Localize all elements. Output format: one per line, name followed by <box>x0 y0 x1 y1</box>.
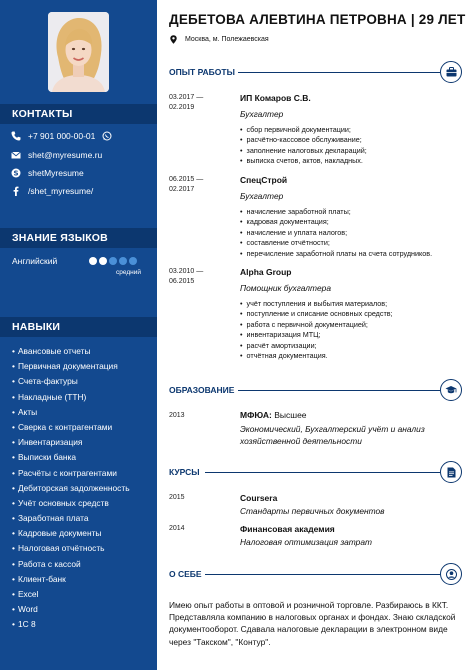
skill-item: • 1С 8 <box>12 617 130 632</box>
contact-phone-text: +7 901 000-00-01 <box>28 131 96 141</box>
skill-item: • Excel <box>12 587 130 602</box>
sidebar <box>0 0 157 670</box>
skill-item: • Работа с кассой <box>12 557 130 572</box>
education-title: ОБРАЗОВАНИЕ <box>169 385 235 395</box>
location <box>170 35 269 44</box>
about-icon-badge <box>440 563 462 585</box>
contact-skype[interactable] <box>11 166 84 180</box>
skill-item: • Инвентаризация <box>12 435 130 450</box>
course-1-year: 2015 <box>169 494 185 501</box>
job-1-duty: • заполнение налоговых деклараций; <box>240 146 367 156</box>
job-3-duties <box>240 299 393 361</box>
profile-photo-image <box>48 12 109 92</box>
contact-email[interactable] <box>11 148 102 162</box>
contacts-title: КОНТАКТЫ <box>0 104 157 124</box>
skill-item: • Учёт основных средств <box>12 496 130 511</box>
skill-item: • Кадровые документы <box>12 526 130 541</box>
skill-item: • Клиент-банк <box>12 572 130 587</box>
job-2-duty: • начисление заработной платы; <box>240 207 432 217</box>
graduation-cap-icon <box>445 385 457 395</box>
skill-item: • Первичная документация <box>12 359 130 374</box>
job-2-position: Бухгалтер <box>240 191 284 201</box>
education-school <box>240 410 307 420</box>
experience-title: ОПЫТ РАБОТЫ <box>169 67 235 77</box>
language-name: Английский <box>12 256 58 266</box>
job-1-duties <box>240 125 367 167</box>
about-text: Имею опыт работы в оптовой и розничной торговле. Разбираюсь в ККТ. Представляла компанию в налоговых органах и фондах. Знаю складской документооборот. Сдавала налоговые декларации в электронном виде через "Такском", "Контур". <box>169 600 456 647</box>
course-2-year: 2014 <box>169 525 185 532</box>
language-dot-filled <box>89 257 97 265</box>
job-2-duty: • начисление и уплата налогов; <box>240 228 432 238</box>
document-icon <box>447 467 456 478</box>
languages-title: ЗНАНИЕ ЯЗЫКОВ <box>0 228 157 248</box>
about-divider <box>205 574 440 575</box>
contact-skype-text: shetMyresume <box>28 168 84 178</box>
education-icon-badge <box>440 379 462 401</box>
job-3-duty: • поступление и списание основных средств; <box>240 309 393 319</box>
job-3-duty: • учёт поступления и выбытия материалов; <box>240 299 393 309</box>
user-icon <box>446 569 457 580</box>
education-degree: Высшее <box>271 410 307 420</box>
svg-text:S: S <box>13 169 19 178</box>
language-dot-empty <box>129 257 137 265</box>
job-2-date-to: 02.2017 <box>169 185 195 193</box>
location-text: Москва, м. Полежаевская <box>185 36 269 43</box>
briefcase-icon <box>446 67 457 77</box>
skill-item: • Сверка с контрагентами <box>12 420 130 435</box>
language-level-label: средний <box>116 269 141 276</box>
education-year: 2013 <box>169 412 185 419</box>
skill-item: • Авансовые отчеты <box>12 344 130 359</box>
skill-item: • Счета-фактуры <box>12 374 130 389</box>
contact-phone[interactable] <box>11 129 112 143</box>
job-1-duty: • выписка счетов, актов, накладных. <box>240 156 367 166</box>
course-2-name: Налоговая оптимизация затрат <box>240 537 372 547</box>
job-1-company: ИП Комаров С.В. <box>240 93 311 103</box>
contact-email-text: shet@myresume.ru <box>28 150 103 160</box>
mail-icon <box>11 150 21 160</box>
skill-item: • Налоговая отчётность <box>12 541 130 556</box>
job-1-date-from: 03.2017 — <box>169 94 204 101</box>
education-divider <box>238 390 440 391</box>
job-3-date <box>169 267 203 286</box>
job-2-duty: • перечисление заработной платы на счета сотрудников. <box>240 249 432 259</box>
job-3-company: Alpha Group <box>240 267 292 277</box>
skill-item: • Заработная плата <box>12 511 130 526</box>
about-title: О СЕБЕ <box>169 569 202 579</box>
job-2-duty: • составление отчётности; <box>240 238 432 248</box>
job-3-date-to: 06.2015 <box>169 277 195 285</box>
job-1-date-to: 02.2019 <box>169 103 195 111</box>
job-1-position: Бухгалтер <box>240 109 284 119</box>
phone-icon <box>11 131 21 141</box>
language-dot-filled <box>99 257 107 265</box>
education-major-line-2: хозяйственной деятельности <box>240 436 362 446</box>
job-2-company: СпецСтрой <box>240 175 288 185</box>
courses-title: КУРСЫ <box>169 467 200 477</box>
job-1-duty: • расчётно-кассовое обслуживание; <box>240 135 367 145</box>
skype-icon <box>11 168 21 178</box>
skill-item: • Расчёты с контрагентами <box>12 466 130 481</box>
skill-item: • Акты <box>12 405 130 420</box>
courses-divider <box>205 472 440 473</box>
job-3-position: Помощник бухгалтера <box>240 283 331 293</box>
language-level-dots <box>89 257 137 265</box>
skills-title: НАВЫКИ <box>0 317 157 337</box>
job-3-duty: • работа с первичной документацией; <box>240 320 393 330</box>
facebook-icon <box>11 186 21 196</box>
course-2-org: Финансовая академия <box>240 524 335 534</box>
person-name: ДЕБЕТОВА АЛЕВТИНА ПЕТРОВНА | 29 ЛЕТ <box>169 12 466 27</box>
whatsapp-icon <box>102 131 112 141</box>
education-major-line-1: Экономический, Бухгалтерский учёт и анализ <box>240 424 425 434</box>
job-3-duty: • расчёт амортизации; <box>240 341 393 351</box>
job-1-duty: • сбор первичной документации; <box>240 125 367 135</box>
skill-item: • Накладные (ТТН) <box>12 390 130 405</box>
profile-photo <box>48 12 109 92</box>
course-1-name: Стандарты первичных документов <box>240 506 385 516</box>
job-3-duty: • инвентаризация МТЦ; <box>240 330 393 340</box>
job-2-duty: • кадровая документация; <box>240 217 432 227</box>
job-2-date <box>169 175 203 194</box>
language-dot-empty <box>119 257 127 265</box>
skill-item: • Выписки банка <box>12 450 130 465</box>
location-pin-icon <box>170 35 177 44</box>
courses-icon-badge <box>440 461 462 483</box>
job-2-duties <box>240 207 432 259</box>
language-dot-empty <box>109 257 117 265</box>
job-3-date-from: 03.2010 — <box>169 268 204 275</box>
job-1-date <box>169 93 203 112</box>
contact-facebook-text: /shet_myresume/ <box>28 186 94 196</box>
education-school-name: МФЮА: <box>240 410 272 420</box>
skill-item: • Word <box>12 602 130 617</box>
job-3-duty: • отчётная документация. <box>240 351 393 361</box>
job-2-date-from: 06.2015 — <box>169 176 204 183</box>
experience-divider <box>238 72 440 73</box>
skills-list <box>12 344 130 633</box>
contact-facebook[interactable] <box>11 184 93 198</box>
course-1-org: Coursera <box>240 493 278 503</box>
education-major <box>240 423 425 447</box>
skill-item: • Дебиторская задолженность <box>12 481 130 496</box>
experience-icon-badge <box>440 61 462 83</box>
